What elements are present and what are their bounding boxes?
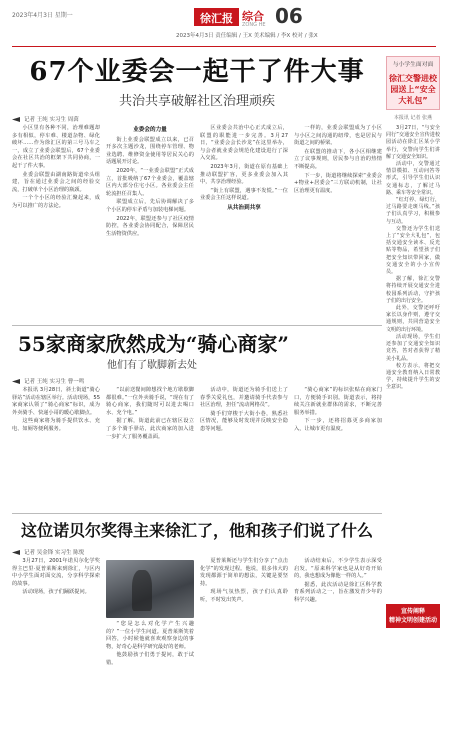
sidebar-headline: 徐汇交警进校园送上“安全大礼包” [389, 74, 437, 105]
paragraph: 夏普莱斯还与学生们分享了“点击化学”的发现过程。他说，很多伟大的发现都源于简单的想法，关键是要坚持。 [200, 558, 288, 587]
article-1 [12, 56, 382, 321]
paragraph: 在联盟的推动下，各小区相继建立了议事规则，居民参与自治的热情不断提高。 [294, 148, 382, 170]
sidebar-footer-banner: 宣传阐释 精神文明创建活动 [386, 604, 440, 628]
paragraph: 交警还为学生们送上了“安全大礼包”，包括交通安全读本、反光贴等物品，希望孩子们把安全知识带回家，做交通安全的小小宣传员。 [386, 225, 440, 276]
paragraph: 骑手们穿梭于大街小巷，熟悉社区情况，能够及时发现并反映安全隐患等问题。 [200, 410, 288, 432]
paragraph: 他鼓励孩子们勇于提问，敢于试错。 [106, 652, 194, 666]
article-1-subtitle-1: 业委会的力量 [133, 127, 167, 133]
paragraph: 3月27日，“与安全同行”交通安全宣传进校园活动在徐汇区某小学举行，交警向学生们讲解了交通安全知识。 [386, 125, 440, 160]
paragraph: 一样的，业委会联盟成为了小区与小区之间沟通的纽带，也是居民与街道之间的桥梁。 [294, 125, 382, 147]
paragraph: 区业委会共治中心正式成立后，联盟的职能进一步完善。3月27日，“业委会会长沙龙”在这里举办，与会者就业委会规范化建设进行了深入交流。 [200, 125, 288, 162]
paragraph: 3月27日，2001年诺贝尔化学奖得主巴里·夏普莱斯来到徐汇，与区内中小学生面对面交流，分享科学探索的故事。 [12, 558, 100, 587]
paragraph: 这些商家将为骑手提供饮水、充电、如厕等便利服务。 [12, 418, 100, 432]
paragraph: 2022年，联盟还参与了社区疫情防控，各业委会协同配合，保障居民生活物资供应。 [106, 215, 194, 237]
article-1-col-2 [106, 125, 194, 321]
article-1-col-4 [294, 125, 382, 321]
paragraph: 活动现场，孩子们踊跃提问。 [22, 589, 90, 596]
article-1-subtitle-2: 从共治到共享 [227, 204, 261, 211]
masthead-rule [12, 46, 436, 47]
paragraph: 活动中，街道还为骑手们送上了春季关爱礼包，并邀请骑手代表参与社区治理，担任“流动网格员”。 [200, 387, 288, 409]
paragraph: 联盟成立后，先后协调解决了多个小区的停车矛盾与加装电梯问题。 [106, 199, 194, 213]
paragraph: 2023年3月，街道在原有基础上推动联盟扩容，更多业委会加入其中，共享治理经验。 [200, 163, 288, 186]
paragraph: 小区里有各种不同，治理难题却多有相似，停车难、楼道杂物、绿化破坏……作为徐汇区的第三号马车之一，成立了业委会联盟后，67个业委会在社区共治的框架下共同协商，一起干了件大事。 [12, 125, 100, 169]
section-sub: ZONG HE [242, 22, 266, 28]
paragraph: 下一步，街道将继续探索“业委会+物业+居委会”三方联动机制，让社区治理更有温度。 [294, 172, 382, 194]
paragraph: “以前送餐间隙想找个地方歇歇脚都很难。”一位外卖骑手说，“现在有了骑心商家，我们随时可以进去喝口水、充个电。” [106, 387, 194, 416]
article-3 [12, 520, 382, 748]
sidebar-title-box[interactable] [386, 56, 440, 110]
article-3-col-3 [200, 558, 288, 748]
article-1-byline [12, 115, 382, 123]
divider [12, 325, 382, 326]
article-2-col-2 [106, 387, 194, 509]
paragraph: 据悉，此次活动是徐汇区科学教育系列活动之一，旨在激发青少年的科学兴趣。 [294, 581, 382, 603]
paragraph: 本报讯 3月28日，斜土街道“骑心驿站”活动在辖区举行。活动现场，55家商家认领了“骑心商家”标识，成为外卖骑手、快递小哥的暖心歇脚点。 [12, 387, 100, 416]
paragraph: 此外，交警还呼吁家长以身作则，遵守交通规则，共同营造安全文明的出行环境。 [386, 305, 440, 333]
paragraph: “您是怎么对化学产生兴趣的？”一位小学生问道。夏普莱斯笑着回答，小时候他就喜欢观察身边的事物，好奇心是科学研究最好的老师。 [106, 621, 194, 650]
paragraph: 现场气氛热烈，孩子们认真聆听，不时发出笑声。 [200, 589, 288, 603]
article-2-byline-text: 记者 王纯 实习生 曹一鸣 [24, 379, 85, 385]
article-1-subhead: 共治共享破解社区治理顽疾 [118, 94, 275, 109]
paragraph: “骑心商家”的标识张贴在商家门口，方便骑手识别。街道表示，将持续关注新就业群体的需求，不断完善服务举措。 [294, 387, 382, 416]
article-2 [12, 332, 382, 509]
paragraph: 街上业委会联盟成立以来，已召开多次主题沙龙，围绕停车管理、物业选聘、维修资金使用等居民关心的话题展开讨论。 [106, 136, 194, 166]
article-2-col-3 [200, 387, 288, 509]
article-2-headline[interactable]: 55家商家欣然成为“骑心商家” [18, 332, 289, 356]
article-1-col-3 [200, 125, 288, 321]
paragraph: 据了解，徐汇交警将持续开展交通安全进校园系列活动，守护孩子们的出行安全。 [386, 276, 440, 304]
pen-icon [12, 117, 20, 122]
sidebar [386, 56, 440, 628]
article-1-col-1 [12, 125, 100, 321]
page-number: 06 [275, 4, 303, 28]
paragraph: 活动中，交警通过情景模拟、互动问答等形式，引导学生们认识交通标志，了解过马路、乘车等安全常识。 [386, 161, 440, 196]
article-1-body [12, 125, 382, 321]
editor-meta: 2023年4月3日 责任编辑 / 王X 美术编辑 / 李X 校对 / 张X [176, 33, 318, 39]
article-2-col-1 [12, 387, 100, 509]
article-2-subhead: 他们有了歇脚新去处 [107, 360, 197, 371]
paragraph: 业委会联盟由湖南路街道牵头组建，旨在通过业委会之间的经验交流，打破单个小区治理的瓶颈。 [12, 171, 100, 193]
sidebar-body [386, 125, 440, 617]
divider [12, 513, 382, 514]
paragraph: “红灯停、绿灯行，过马路要走斑马线。”孩子们认真学习，积极参与互动。 [386, 197, 440, 225]
article-3-headline[interactable]: 这位诺贝尔奖得主来徐汇了，他和孩子们说了什么 [20, 521, 373, 540]
paragraph: 2020年，“一业委会联盟”正式成立，首批吸纳了67个业委会，覆盖辖区内大部分住宅小区。各业委会主任轮流担任召集人。 [106, 167, 194, 197]
paragraph: 一个个小区的经验汇聚起来，成为可以推广的方法论。 [12, 195, 100, 209]
date-line: 2023年4月3日 星期一 [12, 12, 73, 19]
article-2-byline [12, 377, 382, 385]
article-3-col-4 [294, 558, 382, 748]
article-1-headline[interactable]: 67个业委会一起干了件大事 [29, 57, 365, 87]
newspaper-brand: 徐汇报 [194, 8, 239, 26]
main-column [12, 56, 382, 748]
pen-icon [12, 550, 20, 555]
sidebar-byline: 本报讯 记者 张燕 [393, 115, 433, 121]
article-3-col-1 [12, 558, 100, 748]
article-2-col-4 [294, 387, 382, 509]
paragraph: 校方表示，将把交通安全教育纳入日常教学，持续提升学生的安全意识。 [386, 362, 440, 391]
paragraph: “街上有联盟，遇事不发慌。”一位业委会主任这样说道。 [200, 187, 288, 202]
section-name: 综合 [242, 10, 264, 23]
article-3-body [12, 558, 382, 748]
paragraph: 下一步，还将招募更多商家加入，让城市更有温度。 [294, 418, 382, 432]
pen-icon [12, 379, 20, 384]
article-3-col-2 [106, 558, 194, 748]
article-3-photo [106, 560, 194, 618]
sidebar-kicker: 与小学生面对面 [392, 62, 434, 68]
paragraph: 活动结束后，不少学生表示深受启发。“原来科学家也是从好奇开始的，我也想成为像他一样的人。” [294, 558, 382, 580]
masthead [12, 4, 436, 46]
paragraph: 据了解，街道此前已在辖区设立了多个骑手驿站，此次商家的加入进一步扩大了服务覆盖面。 [106, 418, 194, 440]
article-1-byline-text: 记者 王纯 实习生 周茵 [24, 117, 79, 123]
article-2-body [12, 387, 382, 509]
article-3-byline-text: 记者 吴金锋 实习生 陈悦 [24, 550, 85, 556]
article-3-byline [12, 548, 382, 556]
paragraph: 活动现场，学生们还参加了交通安全知识竞答，答对者获得了精美小礼品。 [386, 333, 440, 362]
